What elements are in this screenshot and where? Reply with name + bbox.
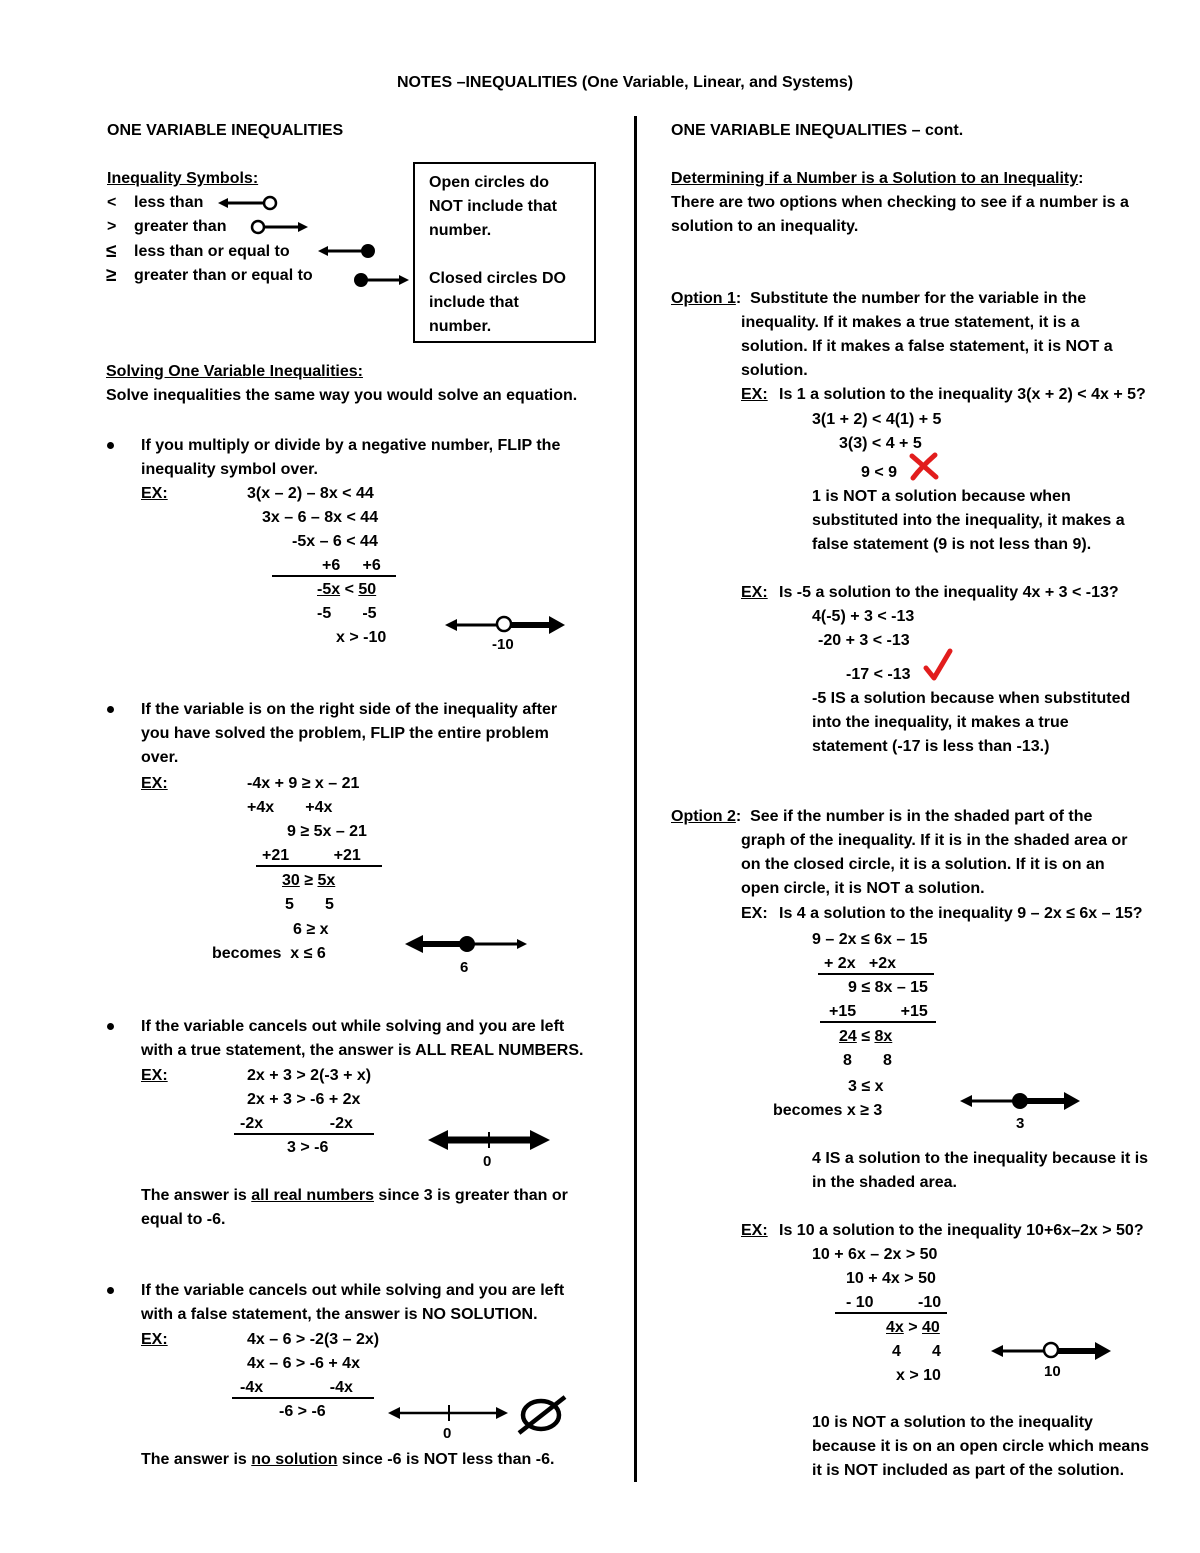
greater-equal-arrow-icon: [351, 271, 411, 289]
determining-heading-colon: :: [1078, 170, 1084, 187]
b4-step3: -4x -4x: [240, 1379, 353, 1396]
opt2-ex1-step4: +15 +15: [829, 1003, 928, 1020]
opt2-ex1-number-label: 3: [1016, 1115, 1025, 1132]
b3-line1: If the variable cancels out while solving and you are left: [141, 1018, 565, 1035]
bullet-3: [107, 1023, 114, 1030]
opt1-ex2-step2: -20 + 3 < -13: [818, 632, 910, 649]
opt2-ex2-explain3: it is NOT included as part of the solution.: [812, 1462, 1125, 1479]
b3-number-label: 0: [483, 1153, 492, 1170]
determining-line1: There are two options when checking to see if a number is a: [671, 194, 1129, 211]
opt2-ex2-answer: x > 10: [896, 1367, 941, 1384]
opt2-ex1-step5: [839, 1025, 892, 1049]
symbol-gt-label: greater than: [134, 218, 227, 235]
opt2-ex1-rule2: [820, 1021, 936, 1023]
b1-step5-op: <: [340, 581, 359, 598]
b2-becomes: becomes x ≤ 6: [212, 945, 326, 962]
b3-conclusion-end: since 3 is greater than or: [373, 1187, 568, 1204]
opt1-ex2-step3: -17 < -13: [846, 666, 911, 683]
opt2-ex2-step3: - 10 -10: [846, 1294, 942, 1311]
b3-line2: with a true statement, the answer is ALL REAL NUMBERS.: [141, 1042, 584, 1059]
bullet-2: [107, 706, 114, 713]
b4-line1: If the variable cancels out while solving and you are left: [141, 1282, 565, 1299]
b1-line2: inequality symbol over.: [141, 461, 318, 478]
opt2-ex2-step2: 10 + 4x > 50: [846, 1270, 936, 1287]
option1-line2: inequality. If it makes a true statement, it is a: [741, 314, 1080, 331]
opt2-ex2-rule: [835, 1312, 947, 1314]
b1-step4: +6 +6: [322, 557, 381, 574]
option2-line2: graph of the inequality. If it is in the shaded area or: [741, 832, 1128, 849]
opt2-ex2-step4-left: 4x: [886, 1319, 904, 1336]
symbol-lt-label: less than: [134, 194, 204, 211]
opt2-ex1-explain2: in the shaded area.: [812, 1174, 957, 1191]
option2-text: : See if the number is in the shaded part of the: [735, 808, 1093, 825]
opt2-ex1-step3: 9 ≤ 8x – 15: [848, 979, 928, 996]
symbol-ge: ≥: [106, 265, 117, 286]
opt1-ex1-label: EX:: [741, 386, 768, 403]
b1-step1: 3(x – 2) – 8x < 44: [247, 485, 374, 502]
solving-text: Solve inequalities the same way you would solve an equation.: [106, 387, 578, 404]
opt2-ex2-question: Is 10 a solution to the inequality 10+6x–2x > 50?: [779, 1222, 1144, 1239]
b4-ex-label: EX:: [141, 1331, 168, 1348]
empty-set-icon: [515, 1393, 571, 1437]
b3-ex-label: EX:: [141, 1067, 168, 1084]
b4-rule: [232, 1397, 374, 1399]
opt1-ex1-question: Is 1 a solution to the inequality 3(x + 2) < 4x + 5?: [779, 386, 1146, 403]
b4-number-label: 0: [443, 1425, 452, 1442]
opt2-ex2-explain1: 10 is NOT a solution to the inequality: [812, 1414, 1093, 1431]
option2-line4: open circle, it is NOT a solution.: [741, 880, 985, 897]
opt2-ex2-step4-right: 40: [922, 1319, 940, 1336]
b2-step1: -4x + 9 ≥ x – 21: [247, 775, 360, 792]
option1-text: : Substitute the number for the variable in the: [735, 290, 1087, 307]
b2-ex-label: EX:: [141, 775, 168, 792]
b4-conclusion-key: no solution: [251, 1451, 338, 1468]
b4-step2: 4x – 6 > -6 + 4x: [247, 1355, 360, 1372]
opt1-ex1-step2: 3(3) < 4 + 5: [839, 435, 922, 452]
opt1-ex2-explain3: statement (-17 is less than -13.): [812, 738, 1050, 755]
option2-line1: [671, 805, 1092, 829]
opt2-ex2-step5: 4 4: [892, 1343, 941, 1360]
b1-step2: 3x – 6 – 8x < 44: [262, 509, 379, 526]
determining-heading: [671, 167, 1083, 191]
opt2-ex2-label: EX:: [741, 1222, 768, 1239]
b3-conclusion-line2: equal to -6.: [141, 1211, 226, 1228]
opt1-ex2-step1: 4(-5) + 3 < -13: [812, 608, 915, 625]
b2-line3: over.: [141, 749, 179, 766]
b3-step2: 2x + 3 > -6 + 2x: [247, 1091, 361, 1108]
right-heading: ONE VARIABLE INEQUALITIES – cont.: [671, 122, 964, 139]
opt2-ex1-step2: + 2x +2x: [824, 955, 897, 972]
b4-line2: with a false statement, the answer is NO SOLUTION.: [141, 1306, 538, 1323]
opt1-ex1-explain1: 1 is NOT a solution because when: [812, 488, 1071, 505]
b2-line2: you have solved the problem, FLIP the entire problem: [141, 725, 549, 742]
b3-conclusion: [141, 1184, 568, 1208]
option1-line3: solution. If it makes a false statement, it is NOT a: [741, 338, 1113, 355]
opt2-ex1-step5-op: ≤: [856, 1028, 875, 1045]
bullet-4: [107, 1287, 114, 1294]
symbol-ge-label: greater than or equal to: [134, 267, 313, 284]
b1-number-label: -10: [492, 636, 514, 653]
b2-step2: +4x +4x: [247, 799, 333, 816]
opt1-ex1-step3: 9 < 9: [861, 464, 898, 481]
b2-step5-op: ≥: [299, 872, 318, 889]
determining-heading-text: Determining if a Number is a Solution to an Inequality: [671, 170, 1079, 187]
option1-label: Option 1: [671, 290, 736, 307]
b2-step5: [282, 869, 335, 893]
b4-conclusion-start: The answer is: [141, 1451, 252, 1468]
opt2-ex1-label: EX:: [741, 905, 768, 922]
opt2-ex1-rule1: [818, 973, 934, 975]
box-closed-line2: include that: [429, 294, 519, 311]
b1-rule: [272, 575, 396, 577]
box-open-line2: NOT include that: [429, 198, 557, 215]
b4-conclusion: [141, 1448, 554, 1472]
opt2-ex1-step6: 8 8: [843, 1052, 892, 1069]
b2-number-line: [405, 932, 529, 956]
b3-rule: [234, 1133, 374, 1135]
b1-step3: -5x – 6 < 44: [292, 533, 378, 550]
opt2-ex2-number-label: 10: [1044, 1363, 1061, 1380]
greater-than-arrow-icon: [250, 218, 310, 236]
opt1-ex2-explain2: into the inequality, it makes a true: [812, 714, 1069, 731]
correct-check-icon: [923, 648, 953, 682]
box-closed-line3: number.: [429, 318, 492, 335]
opt2-ex2-step4: [886, 1316, 940, 1340]
b1-ex-label: EX:: [141, 485, 168, 502]
opt2-ex1-becomes: becomes x ≥ 3: [773, 1102, 883, 1119]
option1-line1: [671, 287, 1086, 311]
opt1-ex1-explain2: substituted into the inequality, it makes a: [812, 512, 1125, 529]
symbol-le: ≤: [106, 241, 117, 262]
b4-conclusion-end: since -6 is NOT less than -6.: [337, 1451, 555, 1468]
solving-heading: Solving One Variable Inequalities:: [106, 363, 363, 380]
box-open-line1: Open circles do: [429, 174, 550, 191]
b2-line1: If the variable is on the right side of the inequality after: [141, 701, 558, 718]
opt2-ex1-step7: 3 ≤ x: [848, 1078, 884, 1095]
opt1-ex2-question: Is -5 a solution to the inequality 4x + 3 < -13?: [779, 584, 1119, 601]
b3-conclusion-key: all real numbers: [251, 1187, 374, 1204]
opt1-ex2-explain1: -5 IS a solution because when substituted: [812, 690, 1131, 707]
page-title: NOTES –INEQUALITIES (One Variable, Linear, and Systems): [397, 74, 854, 91]
wrong-x-icon: [909, 452, 939, 480]
opt2-ex2-explain2: because it is on an open circle which means: [812, 1438, 1149, 1455]
option2-label: Option 2: [671, 808, 736, 825]
b1-line1: If you multiply or divide by a negative number, FLIP the: [141, 437, 561, 454]
symbol-lt: <: [107, 194, 117, 211]
b4-step4: -6 > -6: [279, 1403, 326, 1420]
b2-step5-left: 30: [282, 872, 300, 889]
left-heading: ONE VARIABLE INEQUALITIES: [107, 122, 344, 139]
opt2-ex2-step1: 10 + 6x – 2x > 50: [812, 1246, 938, 1263]
bullet-1: [107, 442, 114, 449]
b4-step1: 4x – 6 > -2(3 – 2x): [247, 1331, 380, 1348]
symbol-gt: >: [107, 218, 117, 235]
b2-step3: 9 ≥ 5x – 21: [287, 823, 367, 840]
opt2-ex1-step5-left: 24: [839, 1028, 857, 1045]
box-open-line3: number.: [429, 222, 492, 239]
b3-number-line: [428, 1128, 552, 1152]
opt2-ex1-question: Is 4 a solution to the inequality 9 – 2x ≤ 6x – 15?: [779, 905, 1143, 922]
option1-line4: solution.: [741, 362, 808, 379]
b1-step5-right: 50: [358, 581, 377, 598]
b1-step5-left: -5x: [317, 581, 341, 598]
b2-step6: 5 5: [285, 896, 334, 913]
b2-number-label: 6: [460, 959, 469, 976]
opt2-ex2-step4-op: >: [903, 1319, 923, 1336]
b2-step7: 6 ≥ x: [293, 921, 329, 938]
opt1-ex1-explain3: false statement (9 is not less than 9).: [812, 536, 1092, 553]
symbol-le-label: less than or equal to: [134, 243, 290, 260]
b1-step6: -5 -5: [317, 605, 377, 622]
opt2-ex1-step5-right: 8x: [874, 1028, 893, 1045]
symbols-heading: Inequality Symbols:: [107, 170, 259, 187]
b2-step5-right: 5x: [317, 872, 336, 889]
opt1-ex1-step1: 3(1 + 2) < 4(1) + 5: [812, 411, 942, 428]
column-divider: [634, 116, 637, 1482]
b1-answer: x > -10: [336, 629, 387, 646]
b3-step4: 3 > -6: [287, 1139, 329, 1156]
b2-step4: +21 +21: [262, 847, 361, 864]
b3-step3: -2x -2x: [240, 1115, 353, 1132]
less-equal-arrow-icon: [318, 242, 378, 260]
opt2-ex1-step1: 9 – 2x ≤ 6x – 15: [812, 931, 928, 948]
determining-line2: solution to an inequality.: [671, 218, 859, 235]
option2-line3: on the closed circle, it is a solution. If it is on an: [741, 856, 1105, 873]
b3-step1: 2x + 3 > 2(-3 + x): [247, 1067, 372, 1084]
b1-step5: [317, 578, 376, 602]
less-than-arrow-icon: [218, 194, 278, 212]
box-closed-line1: Closed circles DO: [429, 270, 566, 287]
opt2-ex1-number-line: [960, 1089, 1084, 1113]
b2-rule: [256, 865, 382, 867]
opt2-ex1-explain1: 4 IS a solution to the inequality because it is: [812, 1150, 1149, 1167]
b3-conclusion-start: The answer is: [141, 1187, 252, 1204]
opt1-ex2-label: EX:: [741, 584, 768, 601]
